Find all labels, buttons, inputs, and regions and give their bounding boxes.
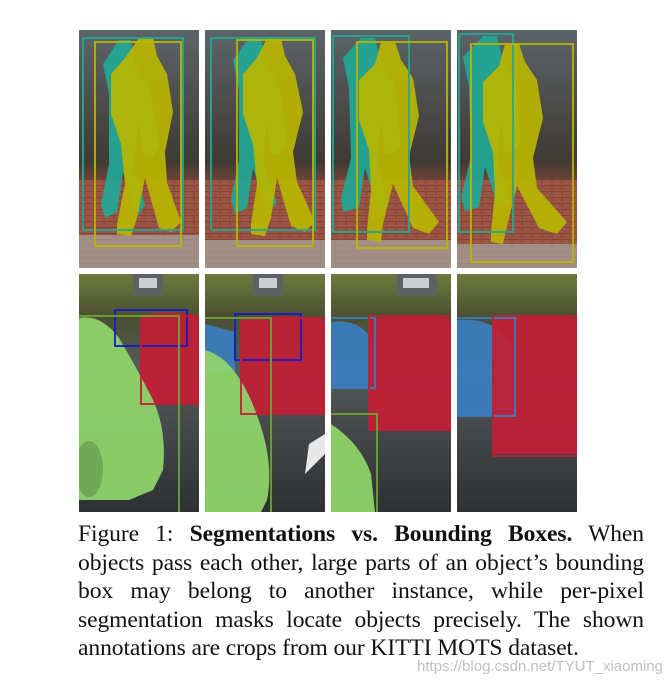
pedestrian-crop-3 (331, 30, 451, 268)
car-crop-1 (79, 274, 199, 512)
figure-caption-text: When objects pass each other, large parts of an object’s bounding box may belong to another instance, while per-pixel segmentation masks locate objects precisely. The shown annotations are crops from our KITTI MOTS dataset. (78, 521, 644, 662)
figure-caption (78, 520, 644, 663)
pedestrian-crop-4 (457, 30, 577, 268)
car-crop-2 (205, 274, 325, 512)
pedestrian-crop-2 (205, 30, 325, 268)
car-crop-3 (331, 274, 451, 512)
pedestrian-crop-1 (79, 30, 199, 268)
watermark: https://blog.csdn.net/TYUT_xiaoming (417, 658, 663, 675)
car-crop-4 (457, 274, 577, 512)
figure-label: Figure 1: (78, 521, 174, 547)
figure-title: Segmentations vs. Bounding Boxes. (189, 521, 573, 547)
